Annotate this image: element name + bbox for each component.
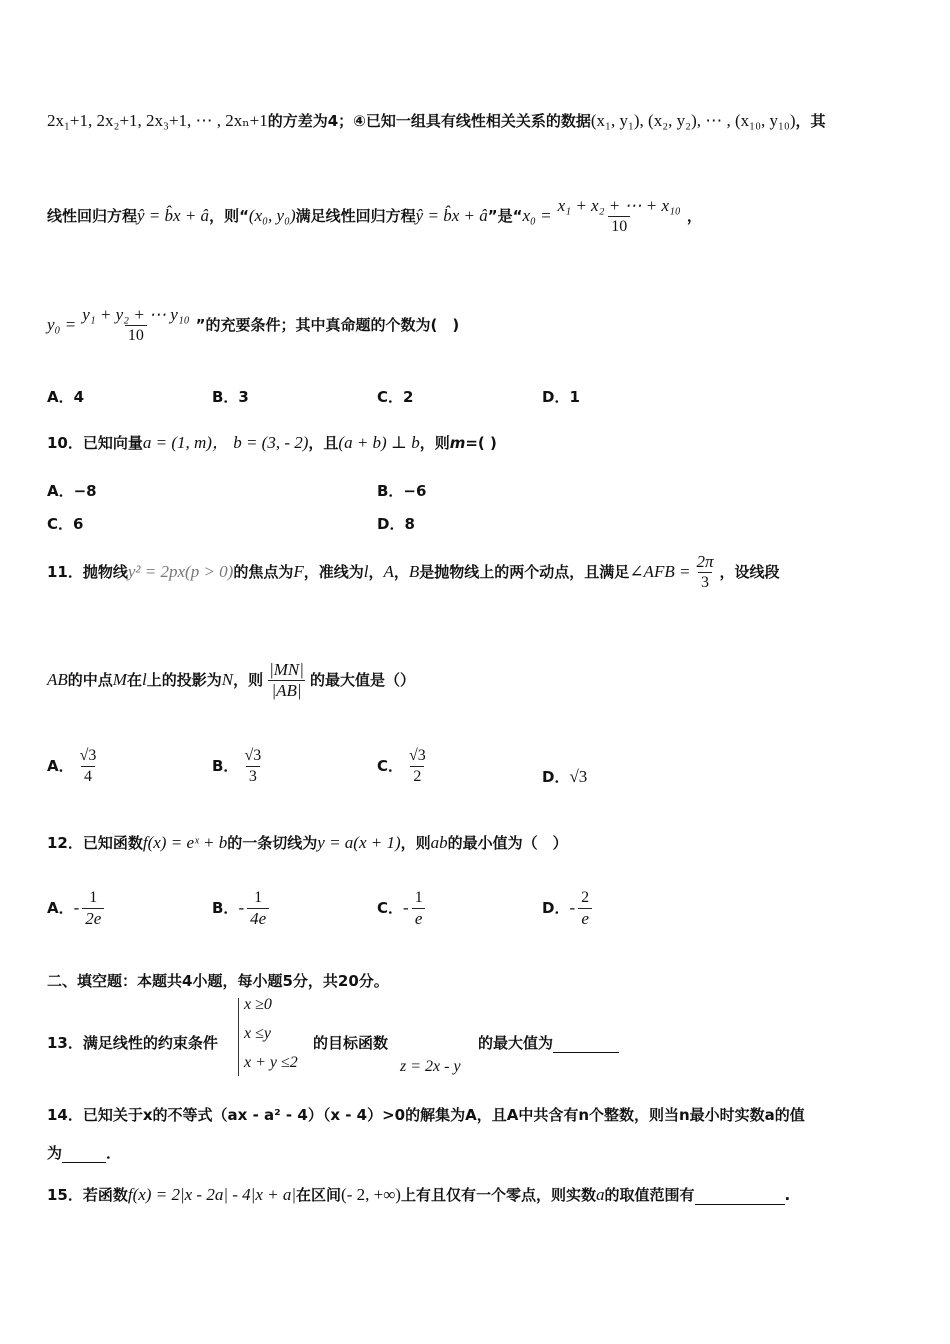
q12-option-c-label: C． <box>377 899 404 917</box>
q10-stem <box>47 428 497 453</box>
q13-objective-function: z = 2x - y <box>400 1058 461 1075</box>
q11-g: ，设线段 <box>719 563 780 581</box>
q11-angle-denominator: 3 <box>698 572 712 593</box>
q9-x0-fraction <box>555 196 684 237</box>
q10-vectors: a = (1, m)， b = (3, - 2) <box>142 433 309 452</box>
q9-option-b: B．3 <box>212 388 249 406</box>
q13-constraint-2: x ≤y <box>244 1025 271 1042</box>
q11-N: N <box>221 670 234 689</box>
q10-m: m <box>449 434 466 452</box>
q11-option-d-label: D． <box>542 768 570 786</box>
q11-angle-numerator: 2π <box>696 552 714 571</box>
q11-option-c <box>377 746 432 787</box>
q11-option-b <box>212 746 267 787</box>
q11-f: 是抛物线上的两个动点，且满足 <box>419 563 630 581</box>
q11-ratio-fraction <box>266 660 307 701</box>
q11-option-b-den: 3 <box>246 766 260 787</box>
section-2-heading: 二、填空题：本题共4小题，每小题5分，共20分。 <box>47 972 389 990</box>
q11-k: ，则 <box>233 671 264 689</box>
q12-option-a-num: 1 <box>89 889 98 906</box>
q11-M: M <box>112 670 127 689</box>
q12-stem <box>47 832 568 853</box>
q9-option-d: D．1 <box>542 388 580 406</box>
q9-line3-text: ”的充要条件；其中真命题的个数为( ) <box>195 316 460 334</box>
q12-option-b-num: 1 <box>254 889 263 906</box>
q12-option-c <box>377 888 429 929</box>
q9-regression-eq1: ŷ = b̂x + â <box>137 206 210 225</box>
q10-b: ，且 <box>308 434 339 452</box>
q10-a: 10．已知向量 <box>47 434 143 452</box>
q11-line2 <box>47 660 415 701</box>
q15-a: 15．若函数 <box>47 1186 128 1204</box>
q12-option-a-sign: - <box>73 898 80 917</box>
q13-label: 13．满足线性的约束条件 <box>47 1034 218 1052</box>
q13-answer-blank[interactable] <box>553 1038 619 1053</box>
q9-y0-fraction <box>79 305 192 346</box>
q9-line2-tail: ， <box>686 207 702 225</box>
q11-option-b-label: B． <box>212 757 239 775</box>
q13-objective-label: 的目标函数 <box>313 1034 389 1052</box>
q12-option-d-label: D． <box>542 899 570 917</box>
q15-stem <box>47 1184 790 1205</box>
q11-j: 上的投影为 <box>146 671 222 689</box>
q10-option-d: D．8 <box>377 515 415 533</box>
q9-data-points: (x₁, y₁), (x₂, y₂), ⋯ , (x₁₀, y₁₀) <box>590 111 796 130</box>
q12-d: 的最小值为（ ） <box>447 834 568 852</box>
q9-y0-numerator: y₁ + y₂ + ⋯ y₁₀ <box>82 305 190 324</box>
q14-tail: ． <box>106 1144 122 1162</box>
q10-option-b: B．−6 <box>377 482 427 500</box>
q13-constraint-brace <box>238 998 239 1076</box>
q12-option-b-label: B． <box>212 899 239 917</box>
q11-option-b-fraction <box>241 746 264 787</box>
q11-b: 的焦点为 <box>233 563 294 581</box>
q12-ab: ab <box>430 833 448 852</box>
q9-option-a: A．4 <box>47 388 85 406</box>
q10-d: =( ) <box>465 434 497 452</box>
q14-line2 <box>47 1142 121 1163</box>
q11-B: B <box>408 562 420 581</box>
q12-option-a-den: 2e <box>82 908 104 929</box>
q9-x0-numerator: x₁ + x₂ + ⋯ + x₁₀ <box>557 196 681 215</box>
q11-e: ， <box>393 563 409 581</box>
q9-line1-text: 的方差为4；④已知一组具有线性相关关系的数据 <box>267 112 591 130</box>
q14-answer-blank[interactable] <box>62 1148 106 1163</box>
q9-line1 <box>47 110 826 131</box>
q13-answer <box>478 1032 619 1053</box>
q9-y0-denominator: 10 <box>125 325 147 346</box>
q11-option-c-den: 2 <box>410 766 424 787</box>
q11-l: l <box>363 562 369 581</box>
q14-line1: 14．已知关于x的不等式（ax - a² - 4）（x - 4）>0的解集为A，且A中共含有n个整数，则当n最小时实数a的值 <box>47 1106 805 1124</box>
q11-AB: AB <box>47 670 68 689</box>
q9-option-c: C．2 <box>377 388 414 406</box>
q11-line1 <box>47 552 779 593</box>
q11-ratio-denominator: |AB| <box>268 680 304 701</box>
q12-option-a <box>47 888 107 929</box>
q9-line2-b: ，则“ <box>209 207 249 225</box>
q15-answer-blank[interactable] <box>695 1190 785 1205</box>
q10-option-a: A．−8 <box>47 482 97 500</box>
q11-h: 的中点 <box>67 671 113 689</box>
q13-constraint-3: x + y ≤2 <box>244 1054 298 1071</box>
q15-interval: (- 2, +∞) <box>341 1185 401 1204</box>
q11-A: A <box>383 562 394 581</box>
q9-line3 <box>47 305 459 346</box>
q12-option-a-label: A． <box>47 899 74 917</box>
q15-b: 在区间 <box>296 1186 342 1204</box>
q12-option-d-num: 2 <box>581 889 590 906</box>
q9-line2-c: 满足线性回归方程 <box>295 207 416 225</box>
q12-option-b-fraction <box>247 888 269 929</box>
q11-option-a-den: 4 <box>81 766 95 787</box>
q11-angle-fraction <box>693 552 716 593</box>
q9-regression-eq2: ŷ = b̂x + â <box>415 206 488 225</box>
q11-l2: l <box>141 670 147 689</box>
q11-i: 在 <box>126 671 142 689</box>
q9-line1-tail: ，其 <box>795 112 826 130</box>
q9-point: (x₀, y₀) <box>248 206 296 225</box>
q10-option-c: C．6 <box>47 515 84 533</box>
q11-option-a <box>47 746 102 787</box>
q12-a: 12．已知函数 <box>47 834 143 852</box>
q9-line2-d: ”是“ <box>487 207 523 225</box>
q11-ratio-numerator: |MN| <box>269 660 304 679</box>
q11-angle: ∠AFB = <box>629 562 691 581</box>
q15-c: 上有且仅有一个零点，则实数 <box>400 1186 596 1204</box>
q9-x0-label: x₀ = <box>522 206 552 225</box>
q15-tail: . <box>784 1186 791 1204</box>
q12-option-b <box>212 888 272 929</box>
q11-option-c-label: C． <box>377 757 404 775</box>
q12-option-c-sign: - <box>403 898 409 917</box>
q12-function: f(x) = eˣ + b <box>142 833 228 852</box>
q12-option-d-den: e <box>578 908 592 929</box>
q9-x0-denominator: 10 <box>608 216 630 237</box>
q11-option-c-fraction <box>406 746 429 787</box>
q11-option-c-num: √3 <box>409 747 426 764</box>
q12-option-c-fraction <box>412 888 426 929</box>
q15-function: f(x) = 2|x - 2a| - 4|x + a| <box>127 1185 297 1204</box>
q12-option-d-fraction <box>578 888 592 929</box>
q9-y0-label: y₀ = <box>47 315 77 334</box>
q12-b: 的一条切线为 <box>227 834 318 852</box>
q11-option-d-value: √3 <box>569 767 588 786</box>
q12-option-b-den: 4e <box>247 908 269 929</box>
q11-a: 11．抛物线 <box>47 563 128 581</box>
q12-option-d-sign: - <box>569 898 576 917</box>
q11-F: F <box>293 562 304 581</box>
q12-c: ，则 <box>400 834 431 852</box>
q11-m: 的最大值是（） <box>309 671 415 689</box>
q12-option-c-den: e <box>412 908 426 929</box>
q11-option-a-fraction <box>77 746 100 787</box>
q11-parabola: y² = 2px(p > 0) <box>127 562 234 581</box>
q12-option-c-num: 1 <box>414 889 423 906</box>
q11-c: ，准线为 <box>303 563 364 581</box>
q13-max-label: 的最大值为 <box>478 1034 554 1052</box>
q11-option-a-label: A． <box>47 757 74 775</box>
q9-line2 <box>47 196 702 237</box>
q9-line2-a: 线性回归方程 <box>47 207 138 225</box>
q10-c: ，则 <box>419 434 450 452</box>
q15-var: a <box>596 1185 605 1204</box>
q12-option-b-sign: - <box>238 898 245 917</box>
q9-variance-expr: 2x₁+1, 2x₂+1, 2x₃+1, ⋯ , 2xₙ+1 <box>47 111 268 130</box>
q12-option-d <box>542 888 595 929</box>
q12-option-a-fraction <box>82 888 104 929</box>
q11-d: ， <box>368 563 384 581</box>
q14-wei: 为 <box>47 1144 63 1162</box>
q13-constraint-1: x ≥0 <box>244 996 272 1013</box>
q11-option-a-num: √3 <box>79 747 97 764</box>
q11-option-d <box>542 766 587 787</box>
q11-option-b-num: √3 <box>244 747 262 764</box>
q10-condition: (a + b) ⊥ b <box>338 433 420 452</box>
q12-tangent: y = a(x + 1) <box>317 833 401 852</box>
q15-d: 的取值范围有 <box>604 1186 695 1204</box>
